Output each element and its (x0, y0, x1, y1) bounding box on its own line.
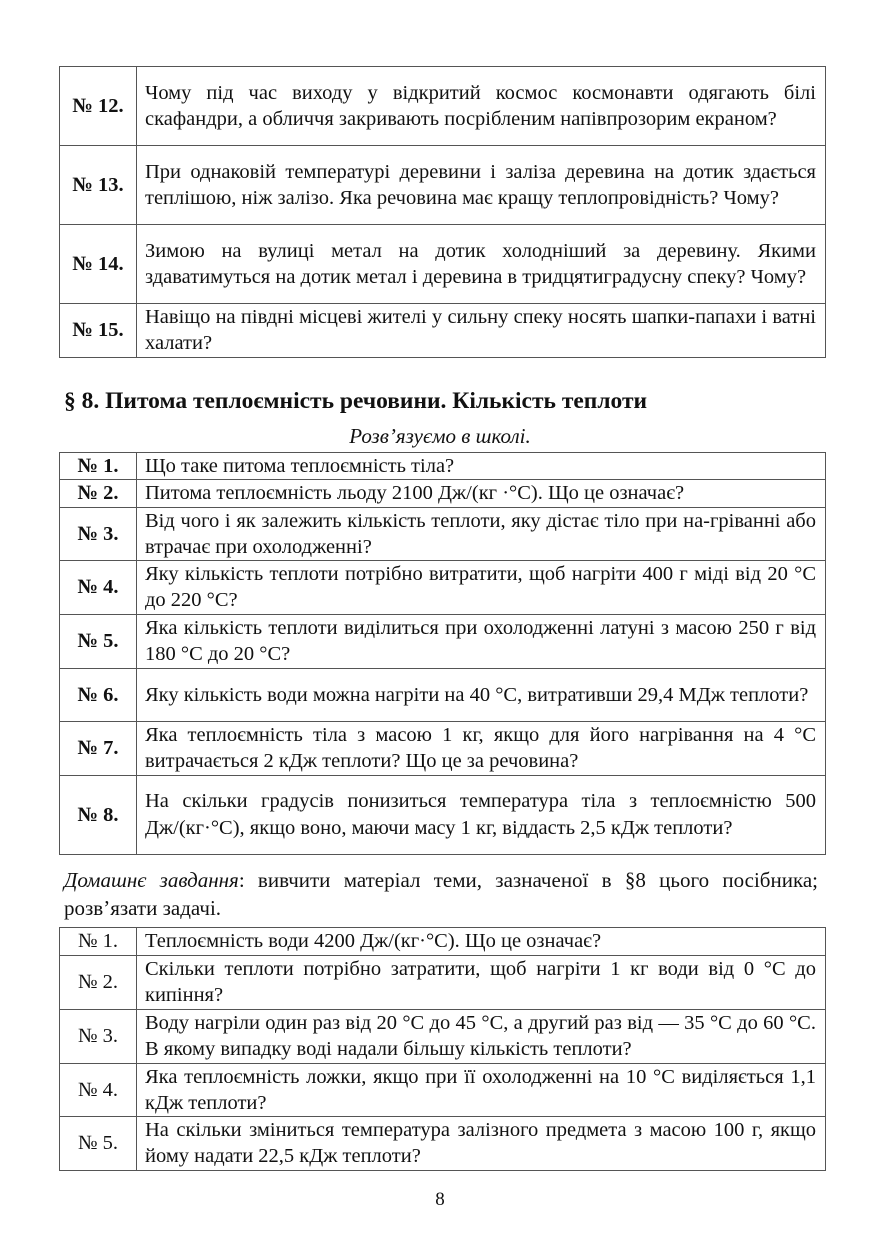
problem-text: Теплоємність води 4200 Дж/(кг·°С). Що це означає? (137, 928, 826, 956)
problem-text: Яка теплоємність тіла з масою 1 кг, якщо для його нагрівання на 4 °С витрачається 2 кДж теплоти? Що це за речовина? (137, 721, 826, 775)
table-row (60, 775, 826, 854)
problem-text: Скільки теплоти потрібно затратити, щоб нагріти 1 кг води від 0 °С до кипіння? (137, 956, 826, 1010)
problem-number: № 2. (60, 480, 137, 507)
problem-text: Яку кількість води можна нагріти на 40 °С, витративши 29,4 МДж теплоти? (137, 668, 826, 721)
problem-number: № 14. (60, 225, 137, 304)
problem-number: № 2. (60, 956, 137, 1010)
problem-text: Що таке питома теплоємність тіла? (137, 453, 826, 480)
problem-text: Воду нагріли один раз від 20 °С до 45 °С, а другий раз від — 35 °С до 60 °С. В якому випадку воді надали більшу кількість теплоти? (137, 1009, 826, 1063)
page-number: 8 (435, 1189, 445, 1210)
problem-number: № 5. (60, 614, 137, 668)
problem-number: № 3. (60, 507, 137, 561)
table-row (60, 928, 826, 956)
problems-table-school (59, 452, 826, 855)
homework-label: Домашнє завдання (64, 868, 239, 892)
table-row (60, 956, 826, 1010)
problem-number: № 8. (60, 775, 137, 854)
problem-number: № 1. (60, 453, 137, 480)
problem-text: Навіщо на півдні місцеві жителі у сильну спеку носять шапки-папахи і ватні халати? (137, 304, 826, 358)
problem-number: № 13. (60, 146, 137, 225)
table-row (60, 304, 826, 358)
table-row (60, 507, 826, 561)
problem-text: Яка теплоємність ложки, якщо при її охолодженні на 10 °С виділяється 1,1 кДж теплоти? (137, 1063, 826, 1117)
problem-number: № 4. (60, 1063, 137, 1117)
problem-text: Яку кількість теплоти потрібно витратити, щоб нагріти 400 г міді від 20 °С до 220 °С? (137, 561, 826, 615)
table-row (60, 721, 826, 775)
problem-text: Від чого і як залежить кількість теплоти, яку дістає тіло при на-гріванні або втрачає при охолодженні? (137, 507, 826, 561)
problem-text: Яка кількість теплоти виділиться при охолодженні латуні з масою 250 г від 180 °С до 20 °С? (137, 614, 826, 668)
table-row (60, 614, 826, 668)
problems-table-section7 (59, 66, 826, 358)
problem-number: № 12. (60, 67, 137, 146)
problem-number: № 3. (60, 1009, 137, 1063)
homework-paragraph (64, 866, 818, 922)
table-row (60, 480, 826, 507)
table-row (60, 67, 826, 146)
problem-number: № 7. (60, 721, 137, 775)
problem-text: Чому під час виходу у відкритий космос космонавти одягають білі скафандри, а обличчя закривають посрібленим напівпрозорим екраном? (137, 67, 826, 146)
table-row (60, 225, 826, 304)
problem-text: На скільки градусів понизиться температура тіла з теплоємністю 500 Дж/(кг·°С), якщо воно, маючи масу 1 кг, віддасть 2,5 кДж теплоти? (137, 775, 826, 854)
section-subheading: Розв’язуємо в школі. (349, 424, 531, 448)
problem-number: № 4. (60, 561, 137, 615)
problem-text: При однаковій температурі деревини і заліза деревина на дотик здається теплішою, ніж залізо. Яка речовина має кращу теплопровідність? Чому? (137, 146, 826, 225)
problem-text: Питома теплоємність льоду 2100 Дж/(кг ·°С). Що це означає? (137, 480, 826, 507)
problem-number: № 15. (60, 304, 137, 358)
problem-text: На скільки зміниться температура залізного предмета з масою 100 г, якщо йому надати 22,5 кДж теплоти? (137, 1117, 826, 1171)
homework-text: : вивчити матеріал теми, зазначеної в §8 цього посібника; розв’язати задачі. (64, 868, 818, 920)
problem-number: № 6. (60, 668, 137, 721)
table-row (60, 1063, 826, 1117)
table-row (60, 146, 826, 225)
table-row (60, 1009, 826, 1063)
section-heading: § 8. Питома теплоємність речовини. Кількість теплоти (64, 388, 648, 414)
table-row (60, 453, 826, 480)
table-row (60, 561, 826, 615)
table-row (60, 1117, 826, 1171)
problem-number: № 1. (60, 928, 137, 956)
problem-text: Зимою на вулиці метал на дотик холодніший за деревину. Якими здаватимуться на дотик метал і деревина в тридцятиградусну спеку? Чому? (137, 225, 826, 304)
table-row (60, 668, 826, 721)
problem-number: № 5. (60, 1117, 137, 1171)
problems-table-homework (59, 927, 826, 1171)
